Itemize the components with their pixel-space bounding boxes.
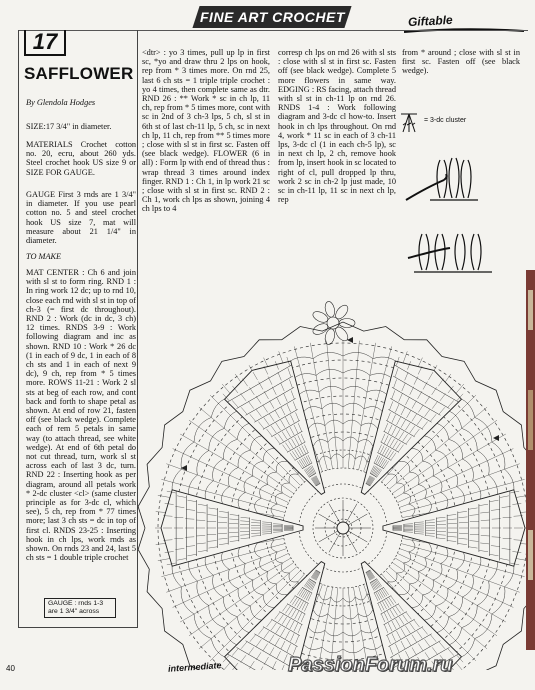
petal-outline [361,361,461,494]
crochet-chart-diagram [138,228,530,670]
mesh-spoke [327,341,338,469]
chain-loop [361,423,379,430]
chain-loop [397,563,405,573]
center-spoke [346,504,357,523]
gauge-callout [44,598,116,618]
chain-loop [228,468,238,487]
chain-loop [441,546,448,564]
materials-text: MATERIALS Crochet cotton no. 20, ecru, about 260 yds. Steel crochet hook US size 9 or SIZE FOR GAUGE. [26,140,136,177]
chain-loop [281,563,289,573]
chain-loop [441,492,448,510]
gauge-text: GAUGE First 3 rnds are 1 3/4" in diameter. If you use pearl cotton no. 5 and steel crochet hook US size 7, mat will measure about 21 1/4" in diameter. [26,190,136,246]
chain-loop [307,423,325,430]
center-spoke [329,504,340,523]
flower-petal [324,301,336,319]
center-spoke [329,533,340,552]
size-text: SIZE:17 3/4" in diameter. [26,122,112,131]
chain-loop [255,543,262,558]
chain-loop [433,564,442,580]
chain-loop [358,440,373,447]
center-spoke [319,531,338,542]
chain-loop [410,472,419,484]
chain-loop [244,476,253,492]
chain-loop [364,407,384,415]
chain-loop [267,472,276,484]
pattern-title: SAFFLOWER [24,64,134,83]
page-number: 40 [6,664,15,673]
crochet-hook-illustration-icon [400,150,480,210]
chain-loop [275,552,282,563]
chain-loop [448,468,458,487]
chain-loop [281,483,289,493]
instructions-column-1: MAT CENTER : Ch 6 and join with sl st to form ring. RND 1 : In ring work 12 dc; up to rnd 10, close each rnd with sl st in top of ch-3 (= first dc throughout). RND 2 : Work (dc in dc, 3 ch) 12 times. RNDS 3-9 : Work following diagram and inc as shown. RND 10 : Work * 26 dc (1 in each of 9 dc, 1 in each of 8 ch sts and 1 in each of next 9 dc), 9 ch, rep from * 5 times more. ROWS 11-21 : Work 2 sl sts at beg of each row, and cont back and forth to shape petal as shown. At end of row 21, fasten off (see black wedge). Complete each of rem 5 petals in same way (to attach thread, see white wedge). At end of 6th petal do not cut thread, turn, work sl st across each of last 3 dc, turn. RND 22 : Inserting hook as per diagram, around all petals work * 2-dc cluster <cl> (same cluster principle as for 3-dc cl, which see), 5 ch, rep from * 77 times more; last 3 ch sts = dc in top of first cl. RNDS 23-25 : Inserting hook in ch lps, work rnds as shown. On rnds 23 and 24, last 5 ch sts = 1 double triple crochet [26,268,136,563]
series-banner [192,6,351,28]
chain-loop [307,626,325,633]
chain-loop [260,558,268,572]
center-spoke [346,533,357,552]
chain-loop [302,407,322,415]
chain-loop [313,440,328,447]
chain-loop [433,476,442,492]
chain-loop [358,610,373,617]
flower-petal [324,328,336,346]
chain-loop [404,493,411,504]
chain-loop [244,564,253,580]
chain-loop [404,552,411,563]
chain-loop [275,493,282,504]
to-make-heading: TO MAKE [26,252,62,261]
chain-loop [302,642,322,650]
chain-loop [238,492,245,510]
center-spoke [348,514,367,525]
cluster-legend-label: = 3-dc cluster [424,117,467,124]
mesh-ring [299,484,387,572]
site-watermark: PassionForum.ru [288,654,453,676]
chain-loop [228,569,238,588]
byline: By Glendola Hodges [26,98,96,107]
chain-loop [255,498,262,513]
chain-loop [410,572,419,584]
chain-loop [425,498,432,513]
chain-loop [238,546,245,564]
instructions-column-3: corresp ch lps on rnd 26 with sl sts : close with sl st in first sc. Fasten off (see black wedge). Complete 5 more flowers in same way. EDGING : RS facing, attach thread with sl st in ch-11 lp on rnd 26. RNDS 1-4 : Work following diagram and 3-dc cl how-to. Insert hook in ch lps throughout. On rnd 4, work * 11 sc in each of 3 ch-11 lps, 3-dc cl (1 in each ch-5 lp), sc in next ch lp, 2 ch, remove hook from lp, insert hook in sc located to right of cl, pull dropped lp thru, work 2 sc in ch-2 lp just made, 10 sc in ch-11 lp, 11 sc in next ch lp, rep [278,48,396,205]
chain-loop [397,483,405,493]
chain-loop [418,558,426,572]
chain-loop [267,572,276,584]
chain-loop [313,610,328,617]
gauge-callout-line-2: are 1 3/4" across [48,608,100,615]
gauge-callout-line-1: GAUGE : rnds 1-3 [48,600,104,607]
chain-loop [364,642,384,650]
cluster-symbol-icon [400,112,418,134]
instructions-column-4: from * around ; close with sl st in first sc. Fasten off (see black wedge). [402,48,520,76]
page-edge-strip [526,270,535,650]
pattern-number: 17 [24,30,66,56]
giftable-swash [404,28,524,34]
skill-level-label: intermediate [167,660,222,674]
series-title: FINE ART CROCHET [199,9,345,25]
fasten-off-wedge [493,435,499,441]
center-spoke [348,531,367,542]
chain-loop [260,485,268,499]
instructions-column-2: <dtr> : yo 3 times, pull up lp in first sc, *yo and draw thru 2 lps on hook, rep from * 3 times more. On rnd 25, last 6 ch sts = 1 triple triple crochet : yo 4 times, then complete same as dtr. RND 26 : ** Work * sc in ch lp, 11 ch, rep from * 5 times more, cont with sc in 2nd of 3 ch-3 lps, 5 ch, sl st in 6th st of last ch-11 lp, 5 ch, sc in next ch lp, 11 ch, rep from ** 5 times more ; close with sl st in first sc. Fasten off (see black wedge). FLOWER (6 in all) : Form lp with end of thread thus : wrap thread 3 times around index finger. RND 1 : Ch 1, in lp work 21 sc ; close with sl st in first sc. RND 2 : Ch 1, work ch lps as shown, joining 4 ch lps to 4 [142,48,270,214]
center-ring [337,522,349,534]
chain-loop [418,485,426,499]
chain-loop [448,569,458,588]
center-spoke [319,514,338,525]
giftable-badge: Giftable [407,12,454,30]
chain-loop [361,626,379,633]
petal-outline [225,361,325,494]
chain-loop [425,543,432,558]
